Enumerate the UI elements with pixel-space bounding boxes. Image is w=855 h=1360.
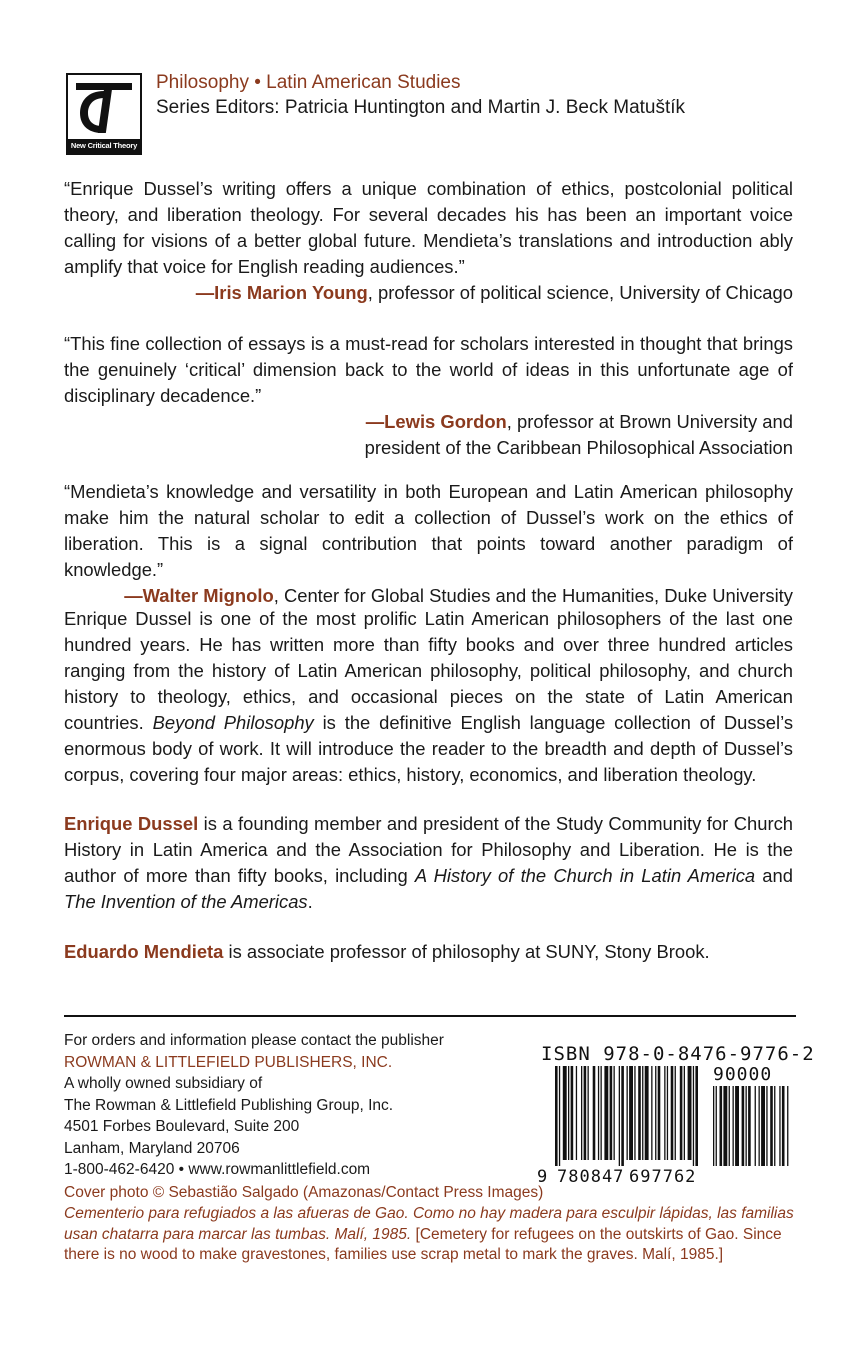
blurb-affiliation: , professor at Brown University and bbox=[506, 411, 793, 432]
publisher-info: For orders and information please contact the publisher ROWMAN & LITTLEFIELD PUBLISHERS, INC. A wholly owned subsidiary of The Rowman & Littlefield Publishing Group, Inc. 4501 Forbes Boulevard, Suite 200 Lanham, Maryland 20706 1-800-462-6420 • www.rowmanlittlefield.com bbox=[64, 1030, 444, 1181]
barcode-icon bbox=[537, 1062, 792, 1186]
blurb-mignolo bbox=[64, 479, 793, 609]
blurb-attribution: —Walter Mignolo, Center for Global Studies and the Humanities, Duke University bbox=[124, 585, 793, 606]
price-code: 90000 bbox=[713, 1064, 773, 1085]
series-logo bbox=[66, 73, 142, 155]
photo-credit: Cover photo © Sebastião Salgado (Amazonas/Contact Press Images) bbox=[64, 1184, 544, 1201]
caption-spanish: Cementerio para refugiados a las afueras de Gao. Como no hay madera para esculpir lápidas, las familias usan chatarra para marcar las tumbas. Malí, 1985. bbox=[64, 1204, 794, 1243]
caption-english: [Cemetery for refugees on the outskirts of Gao. Since there is no wood to make gravestones, families use scrap metal to mark the graves. Malí, 1985.] bbox=[64, 1225, 782, 1264]
blurb-gordon bbox=[64, 331, 793, 461]
series-editors: Series Editors: Patricia Huntington and Martin J. Beck Matuštík bbox=[156, 97, 686, 118]
series-header bbox=[156, 70, 685, 120]
series-category: Philosophy • Latin American Studies bbox=[156, 72, 461, 93]
blurb-quote: “Mendieta’s knowledge and versatility in both European and Latin American philosophy make him the natural scholar to edit a collection of Dussel’s work on the ethics of liberation. This is a signal contribution that points toward another paradigm of knowledge.” bbox=[64, 481, 793, 580]
barcode-digit-first: 9 bbox=[537, 1167, 548, 1186]
author-bio-dussel: Enrique Dussel is a founding member and president of the Study Community for Church History in Latin America and the Association for Philosophy and Liberation. He is the author of more than fifty books, including A History of the Church in Latin America and The Invention of the Americas. bbox=[64, 813, 793, 912]
blurb-quote: “Enrique Dussel’s writing offers a unique combination of ethics, postcolonial political theory, and liberation theology. For several decades his has been an important voice calling for visions of a better global future. Mendieta’s translations and introduction ably amplify that voice for English reading audiences.” bbox=[64, 178, 793, 277]
cover-photo-caption bbox=[64, 1183, 796, 1266]
blurb-author: Walter Mignolo bbox=[142, 585, 274, 606]
book-title: Beyond Philosophy bbox=[152, 712, 314, 733]
author-name: Enrique Dussel bbox=[64, 813, 199, 834]
blurb-quote: “This fine collection of essays is a must-read for scholars interested in thought that brings the genuinely ‘critical’ dimension back to the world of ideas in this unfortunate age of disciplinary decadence.” bbox=[64, 333, 793, 406]
blurb-author: Iris Marion Young bbox=[214, 282, 368, 303]
logo-caption: New Critical Theory bbox=[68, 139, 140, 153]
divider bbox=[64, 1015, 796, 1017]
editor-bio-mendieta: Eduardo Mendieta is associate professor of philosophy at SUNY, Stony Brook. bbox=[64, 941, 710, 962]
publisher-name: ROWMAN & LITTLEFIELD PUBLISHERS, INC. bbox=[64, 1053, 393, 1071]
barcode-digits-left: 780847 bbox=[557, 1167, 625, 1186]
blurb-attribution: —Iris Marion Young, professor of political science, University of Chicago bbox=[195, 282, 793, 303]
blurb-affiliation: , Center for Global Studies and the Humanities, Duke University bbox=[273, 585, 793, 606]
blurb-author: Lewis Gordon bbox=[384, 411, 507, 432]
barcode-digits-right: 697762 bbox=[629, 1167, 697, 1186]
editor-name: Eduardo Mendieta bbox=[64, 941, 224, 962]
blurb-attribution: —Lewis Gordon, professor at Brown University and bbox=[365, 411, 793, 432]
blurb-young bbox=[64, 176, 793, 306]
blurb-affiliation: , professor of political science, University of Chicago bbox=[367, 282, 793, 303]
new-critical-theory-logo-icon bbox=[68, 75, 140, 139]
isbn-label: ISBN 978-0-8476-9776-2 bbox=[541, 1043, 815, 1065]
publisher-contact: 1-800-462-6420 • www.rowmanlittlefield.com bbox=[64, 1161, 371, 1178]
book-description: Enrique Dussel is one of the most prolific Latin American philosophers of the last one hundred years. He has written more than fifty books and over three hundred articles ranging from the history of Latin American philosophy, political philosophy, and church history to theology, ethics, and occasional pieces on the state of Latin American countries. Beyond Philosophy is the definitive English language collection of Dussel’s enormous body of work. It will introduce the reader to the breadth and depth of Dussel’s corpus, covering four major areas: ethics, history, economics, and liberation theology. bbox=[64, 608, 794, 785]
blurb-affiliation-continued: president of the Caribbean Philosophical Association bbox=[364, 437, 793, 458]
